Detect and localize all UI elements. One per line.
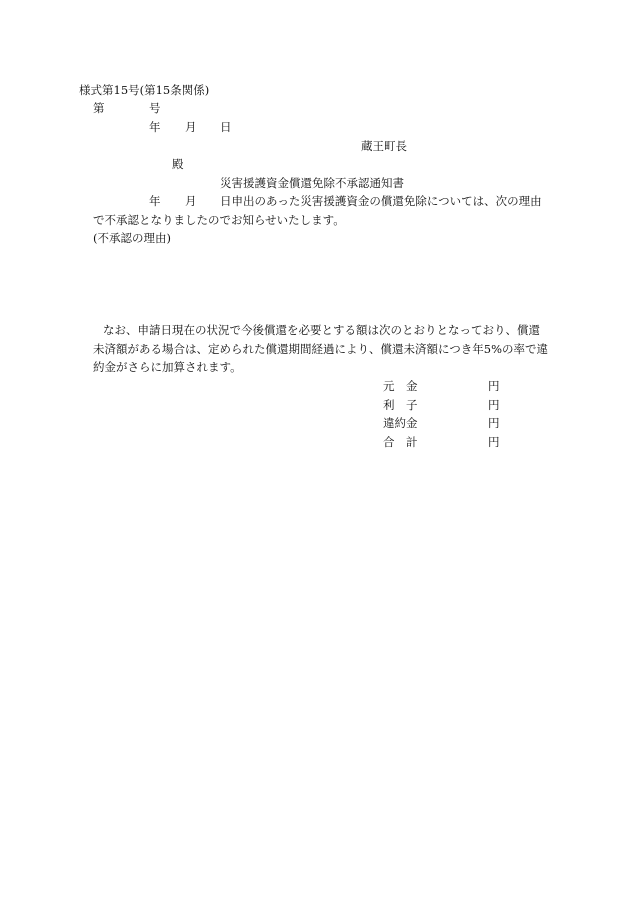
issuer-name: 蔵王町長 <box>361 139 407 153</box>
note-line-3: 約金がさらに加算されます。 <box>93 360 242 374</box>
addressee-honorific: 殿 <box>172 157 184 171</box>
body-month: 月 <box>185 194 197 208</box>
amount-label-penalty: 違約金 <box>383 416 418 430</box>
form-title: 様式第15号(第15条関係) <box>79 83 210 97</box>
note-line-1: なお、申請日現在の状況で今後償還を必要とする額は次のとおりとなっており、償還 <box>103 323 540 337</box>
date-year: 年 <box>149 120 161 134</box>
amount-unit-total: 円 <box>488 435 500 449</box>
document-number-suffix: 号 <box>149 101 161 115</box>
date-day: 日 <box>220 120 232 134</box>
amount-label-interest: 利 子 <box>383 398 418 412</box>
amount-label-principal: 元 金 <box>383 379 418 393</box>
amount-unit-interest: 円 <box>488 398 500 412</box>
amount-label-total: 合 計 <box>383 435 418 449</box>
document-number-prefix: 第 <box>93 101 105 115</box>
reason-heading: (不承認の理由) <box>93 231 171 245</box>
document-title: 災害援護資金償還免除不承認通知書 <box>220 176 404 190</box>
body-line-2: で不承認となりましたのでお知らせいたします。 <box>93 213 345 227</box>
body-line-1: 日申出のあった災害援護資金の償還免除については、次の理由 <box>220 194 542 208</box>
amount-unit-penalty: 円 <box>488 416 500 430</box>
amount-unit-principal: 円 <box>488 379 500 393</box>
date-month: 月 <box>185 120 197 134</box>
body-year: 年 <box>149 194 161 208</box>
note-line-2: 未済額がある場合は、定められた償還期間経過により、償還未済額につき年5%の率で違 <box>93 342 549 356</box>
